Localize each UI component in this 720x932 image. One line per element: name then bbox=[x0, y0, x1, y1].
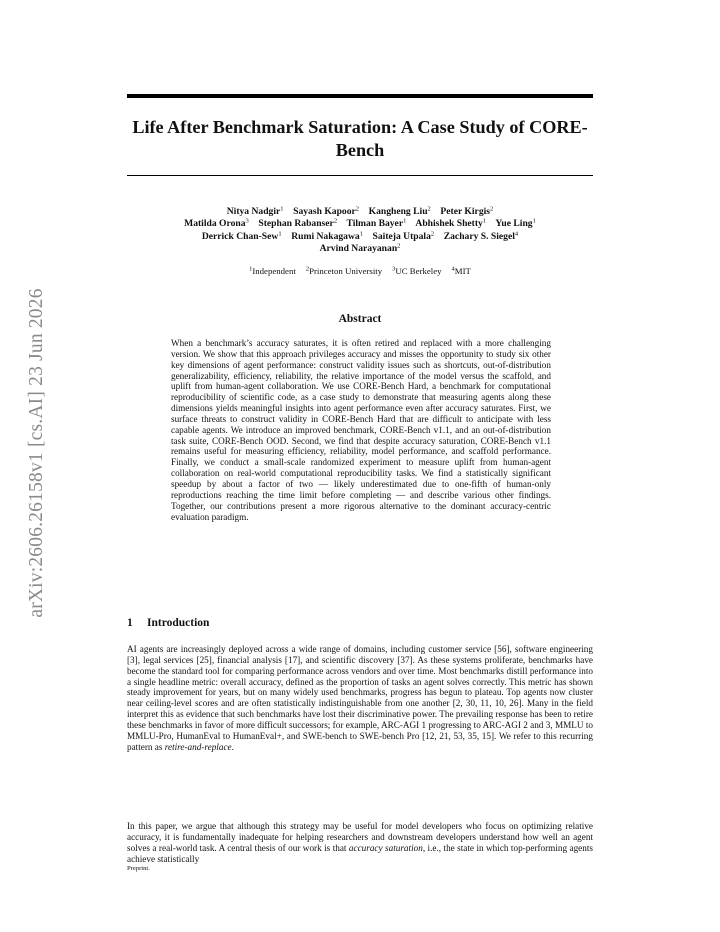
author bbox=[184, 218, 249, 229]
author-name: Saiteja Utpala bbox=[372, 230, 431, 242]
author-affiliation-mark: 2 bbox=[397, 242, 401, 250]
affiliation-name: MIT bbox=[454, 266, 471, 276]
affiliation-name: UC Berkeley bbox=[395, 266, 442, 276]
author bbox=[293, 206, 359, 217]
author-name: Stephan Rabanser bbox=[258, 218, 334, 230]
author-affiliation-mark: 1 bbox=[278, 230, 282, 238]
author bbox=[227, 206, 284, 217]
abstract-text: When a benchmark’s accuracy saturates, it is often retired and replaced with a more challenging version. We show that this approach privileges accuracy and misses the opportunity to study six other key dimensions of agent performance: construct validity issues such as shortcuts, out-of-distribution generalizability, efficiency, reliability, the relative importance of the model versus the scaffold, and uplift from human-agent collaboration. We use CORE-Bench Hard, a benchmark for computational reproducibility of scientific code, as a case study to demonstrate that measuring agents along these dimensions yields meaningful insights into agent performance even after accuracy saturates. First, we surface threats to construct validity in CORE-Bench Hard that are difficult to anticipate with less capable agents. We introduce an improved benchmark, CORE-Bench v1.1, and an out-of-distribution task suite, CORE-Bench OOD. Second, we find that despite accuracy saturation, CORE-Bench v1.1 remains useful for measuring efficiency, reliability, model performance, and scaffold performance. Finally, we conduct a small-scale randomized experiment to measure uplift from human-agent collaboration on real-world computational reproducibility tasks. We find a statistically significant speedup by about a factor of two — likely underestimated due to one-fifth of human-only reproductions reaching the time limit before completing — and describe various other findings. Together, our contributions present a more rigorous alternative to the dominant accuracy-centric evaluation paradigm. bbox=[171, 338, 551, 522]
intro-paragraph-1 bbox=[127, 644, 593, 752]
author-affiliation-mark: 4 bbox=[514, 230, 519, 238]
author-name: Yue Ling bbox=[495, 218, 533, 230]
emphasis-text: retire-and-replace bbox=[164, 741, 232, 752]
affiliation-number: 4 bbox=[451, 265, 455, 273]
author-affiliation-mark: 1 bbox=[532, 217, 536, 225]
author-list bbox=[110, 206, 610, 256]
author bbox=[291, 231, 363, 242]
paragraph-text: AI agents are increasingly deployed across a wide range of domains, including customer service [56], software engineering [3], legal services [25], financial analysis [17], and scientific discovery [37]. As these systems proliferate, benchmarks have become the standard tool for comparing performance across vendors and over time. Most benchmarks distill performance into a single headline metric: overall accuracy, defined as the proportion of tasks an agent solves correctly. This metric has shown steady improvement for years, but on many widely used benchmarks, progress has begun to plateau. Top agents now cluster near ceiling-level scores and are often statistically indistinguishable from one another [2, 30, 11, 10, 26]. Many in the field interpret this as evidence that such benchmarks have lost their discriminative power. The prevailing response has been to retire these benchmarks in favor of more difficult successors; for example, ARC-AGI 1 progressing to ARC-AGI 2 and 3, MMLU to MMLU-Pro, HumanEval to HumanEval+, and SWE-bench to SWE-bench Pro [12, 21, 53, 35, 15]. We refer to this recurring pattern as bbox=[127, 644, 593, 752]
author-affiliation-mark: 1 bbox=[482, 217, 487, 225]
author bbox=[346, 218, 406, 229]
paragraph-text: , i.e., the state in which top-performing agents achieve statistically bbox=[127, 842, 593, 864]
affiliation-name: Independent bbox=[252, 266, 296, 276]
paper-title: Life After Benchmark Saturation: A Case Study of CORE-Bench bbox=[132, 117, 588, 160]
title-bottom-rule bbox=[127, 175, 593, 176]
affiliation bbox=[452, 266, 471, 276]
author bbox=[202, 231, 282, 242]
intro-paragraph-2 bbox=[127, 821, 593, 864]
section-heading bbox=[127, 617, 209, 629]
author-name: Arvind Narayanan bbox=[319, 243, 398, 255]
author-affiliation-mark: 1 bbox=[359, 230, 363, 238]
author-name: Rumi Nakagawa bbox=[291, 230, 360, 242]
author-affiliation-mark: 2 bbox=[490, 205, 494, 213]
author-name: Derrick Chan-Sew bbox=[201, 230, 279, 242]
paragraph-text: . bbox=[231, 741, 234, 752]
affiliation bbox=[306, 266, 382, 276]
author bbox=[495, 218, 536, 229]
author bbox=[373, 231, 435, 242]
author-affiliation-mark: 1 bbox=[403, 217, 407, 225]
emphasis-text: accuracy saturation bbox=[348, 842, 423, 853]
author bbox=[444, 231, 518, 242]
author-line bbox=[110, 218, 610, 230]
arxiv-identifier: arXiv:2606.26158v1 [cs.AI] 23 Jun 2026 bbox=[26, 288, 47, 618]
author-name: Matilda Orona bbox=[184, 218, 246, 230]
author bbox=[440, 206, 493, 217]
author-affiliation-mark: 3 bbox=[245, 217, 249, 225]
author-name: Abhishek Shetty bbox=[415, 218, 483, 230]
author bbox=[320, 243, 401, 254]
affiliation-number: 2 bbox=[305, 265, 310, 273]
affiliation bbox=[392, 266, 441, 276]
author bbox=[415, 218, 486, 229]
title-top-rule bbox=[127, 94, 593, 98]
author-line bbox=[110, 206, 610, 218]
affiliation-number: 3 bbox=[392, 265, 396, 273]
author-affiliation-mark: 2 bbox=[430, 230, 435, 238]
author bbox=[369, 206, 431, 217]
affiliation bbox=[249, 266, 296, 276]
author-affiliation-mark: 2 bbox=[427, 205, 431, 213]
affiliation-name: Princeton University bbox=[309, 266, 383, 276]
author-line bbox=[110, 231, 610, 243]
author-name: Sayash Kapoor bbox=[293, 206, 356, 217]
author-line bbox=[110, 243, 610, 255]
author-name: Peter Kirgis bbox=[440, 206, 491, 217]
affiliation-number: 1 bbox=[249, 265, 253, 273]
affiliation-list bbox=[110, 266, 610, 277]
author bbox=[258, 218, 337, 229]
author-name: Kangheng Liu bbox=[368, 206, 428, 217]
author-affiliation-mark: 2 bbox=[333, 217, 338, 225]
section-number: 1 bbox=[127, 617, 133, 629]
author-affiliation-mark: 2 bbox=[355, 205, 360, 213]
section-title: Introduction bbox=[147, 617, 210, 629]
author-affiliation-mark: 1 bbox=[280, 205, 284, 213]
abstract-heading: Abstract bbox=[338, 313, 382, 325]
footer-note: Preprint. bbox=[127, 865, 150, 872]
author-name: Tilman Bayer bbox=[346, 218, 404, 230]
author-name: Zachary S. Siegel bbox=[443, 230, 515, 242]
paragraph-text: In this paper, we argue that although this strategy may be useful for model developers who focus on optimizing relative accuracy, it is fundamentally inadequate for helping researchers and downstream developers understand how well an agent solves a real-world task. A central thesis of our work is that bbox=[127, 821, 593, 853]
author-name: Nitya Nadgir bbox=[226, 206, 281, 217]
